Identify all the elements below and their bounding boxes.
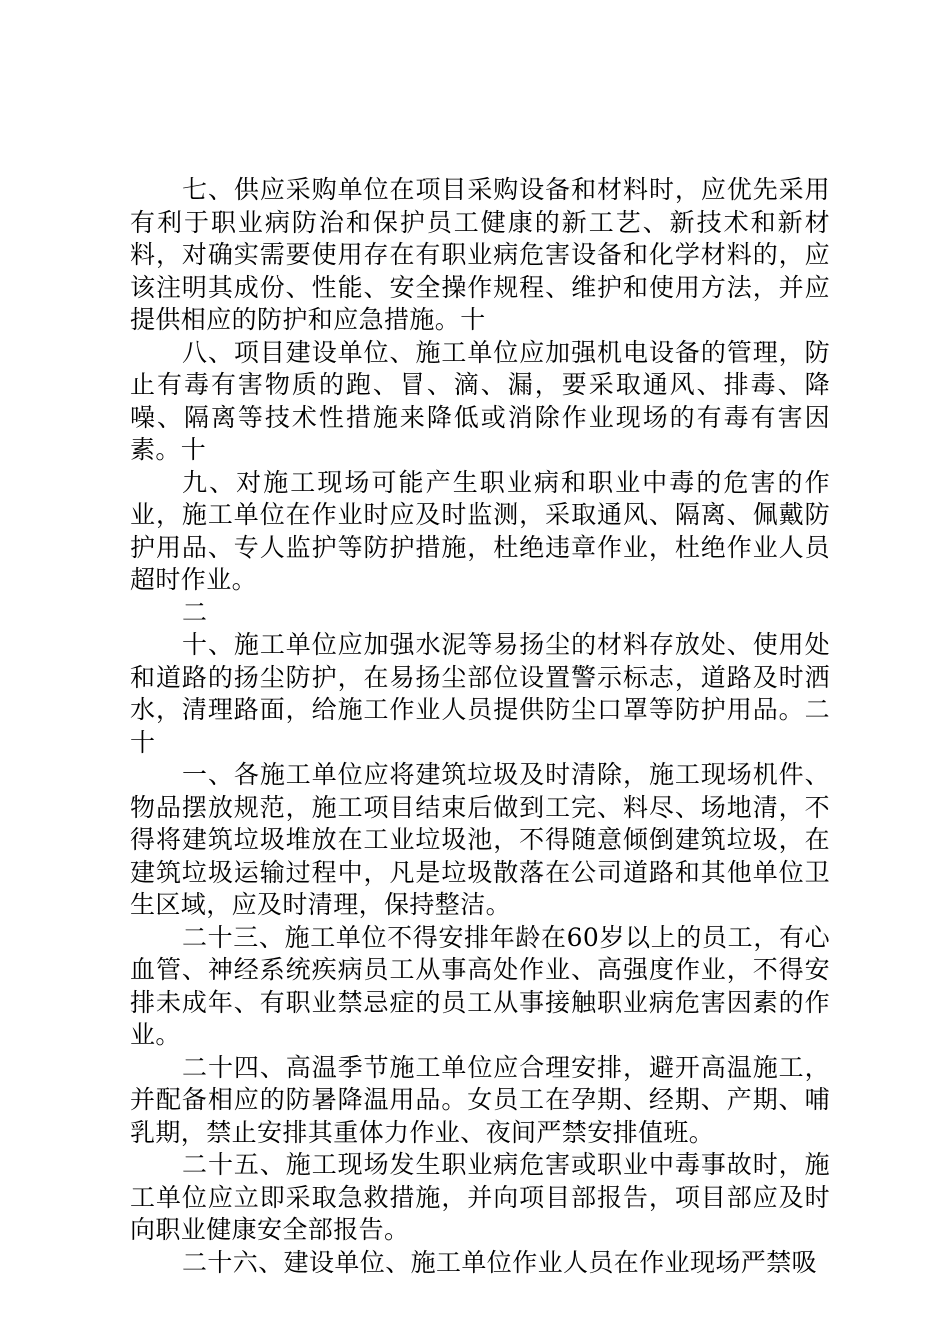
paragraph-21: 一、各施工单位应将建筑垃圾及时清除，施工现场机件、物品摆放规范，施工项目结束后做到工完、料尽、场地清，不得将建筑垃圾堆放在工业垃圾池，不得随意倾倒建筑垃圾，在建筑垃圾运输过程中，凡是垃圾散落在公司道路和其他单位卫生区域，应及时清理，保持整洁。 [130,760,830,919]
paragraph-7: 七、供应采购单位在项目采购设备和材料时，应优先采用有利于职业病防治和保护员工健康的新工艺、新技术和新材料，对确实需要使用存在有职业病危害设备和化学材料的，应该注明其成份、性能、安全操作规程、维护和使用方法，并应提供相应的防护和应急措施。十 [130,175,830,334]
paragraph-24: 二十四、高温季节施工单位应合理安排，避开高温施工，并配备相应的防暑降温用品。女员工在孕期、经期、产期、哺乳期，禁止安排其重体力作业、夜间严禁安排值班。 [130,1052,830,1147]
paragraph-19: 九、对施工现场可能产生职业病和职业中毒的危害的作业，施工单位在作业时应及时监测，采取通风、隔离、佩戴防护用品、专人监护等防护措施，杜绝违章作业，杜绝作业人员超时作业。 [130,467,830,594]
paragraph-20: 十、施工单位应加强水泥等易扬尘的材料存放处、使用处和道路的扬尘防护，在易扬尘部位设置警示标志，道路及时洒水，清理路面，给施工作业人员提供防尘口罩等防护用品。二十 [130,630,830,757]
paragraph-26: 二十六、建设单位、施工单位作业人员在作业现场严禁吸 [182,1247,818,1277]
paragraph-23: 二十三、施工单位不得安排年龄在60岁以上的员工，有心血管、神经系统疾病员工从事高处作业、高强度作业，不得安排未成年、有职业禁忌症的员工从事接触职业病危害因素的作业。 [130,922,830,1049]
paragraph-er: 二 [182,597,208,627]
paragraph-18: 八、项目建设单位、施工单位应加强机电设备的管理，防止有毒有害物质的跑、冒、滴、漏，要采取通风、排毒、降噪、隔离等技术性措施来降低或消除作业现场的有毒有害因素。十 [130,337,830,464]
document-page [130,174,830,1279]
paragraph-25: 二十五、施工现场发生职业病危害或职业中毒事故时，施工单位应立即采取急救措施，并向项目部报告，项目部应及时向职业健康安全部报告。 [130,1150,830,1244]
